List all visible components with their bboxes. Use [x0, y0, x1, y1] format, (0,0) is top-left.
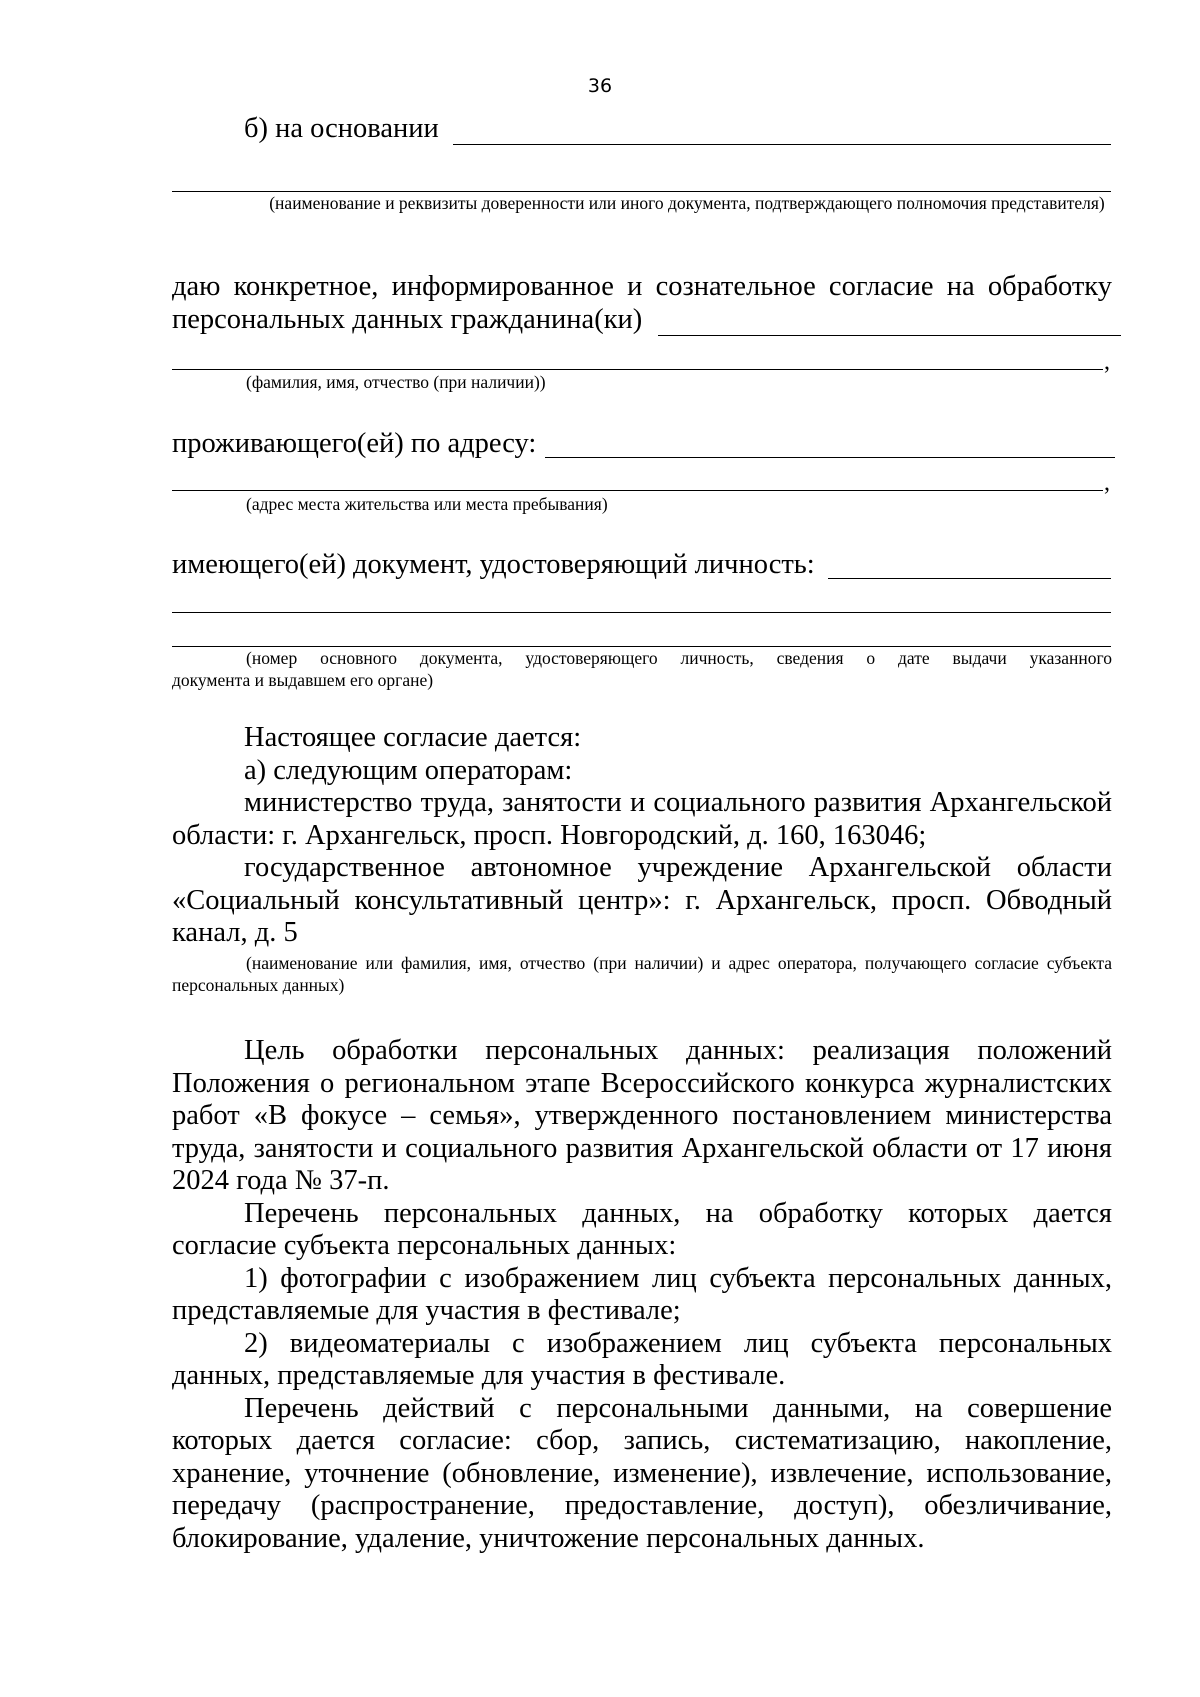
basis-label: б) на основании [244, 113, 439, 144]
document-caption-2: документа и выдавшем его органе) [172, 670, 434, 690]
operators-intro: Настоящее согласие дается: [244, 722, 582, 753]
operators-caption: (наименование или фамилия, имя, отчество (при наличии) и адрес оператора, получающего согласие субъекта персональных данных) [172, 953, 1112, 995]
document-label: имеющего(ей) документ, удостоверяющий личность: [172, 549, 815, 580]
address-comma: , [1104, 470, 1110, 496]
operator-1: министерство труда, занятости и социального развития Архангельской области: г. Архангельск, просп. Новгородский, д. 160, 163046; [172, 787, 1112, 851]
citizen-name-line[interactable] [658, 335, 1121, 336]
list-item-1: 1) фотографии с изображением лиц субъекта персональных данных, представляемые для участия в фестивале; [172, 1262, 1112, 1326]
citizen-name-line-2[interactable] [172, 369, 1103, 370]
address-line-2[interactable] [172, 490, 1103, 491]
document-line-2[interactable] [172, 612, 1111, 613]
address-caption: (адрес места жительства или места пребывания) [246, 494, 608, 514]
basis-fill-line[interactable] [453, 144, 1111, 145]
operator-2: государственное автономное учреждение Архангельской области «Социальный консультативный центр»: г. Архангельск, просп. Обводный канал, д. 5 [172, 852, 1112, 948]
document-line[interactable] [828, 578, 1111, 579]
citizen-caption: (фамилия, имя, отчество (при наличии)) [246, 372, 546, 392]
basis-caption: (наименование и реквизиты доверенности или иного документа, подтверждающего полномочия представителя) [269, 193, 1105, 213]
citizen-comma: , [1104, 349, 1110, 375]
purpose-paragraph: Цель обработки персональных данных: реализация положений Положения о региональном этапе Всероссийского конкурса журналистских работ «В фокусе – семья», утвержденного постановлением министерства труда, занятости и социального развития Архангельской области от 17 июня 2024 года № 37-п. [172, 1035, 1112, 1196]
list-intro-paragraph: Перечень персональных данных, на обработку которых дается согласие субъекта персональных данных: [172, 1197, 1112, 1261]
page-number: 36 [587, 75, 613, 97]
actions-paragraph: Перечень действий с персональными данными, на совершение которых дается согласие: сбор, запись, систематизацию, накопление, хранение, уточнение (обновление, изменение), извлечение, использование, передачу (распространение, предоставление, доступ), обезличивание, блокирование, удаление, уничтожение персональных данных. [172, 1392, 1112, 1554]
document-caption-1: (номер основного документа, удостоверяющего личность, сведения о дате выдачи указанного [246, 648, 1112, 668]
list-item-2: 2) видеоматериалы с изображением лиц субъекта персональных данных, представляемые для участия в фестивале. [172, 1327, 1112, 1391]
main-body [172, 1035, 1112, 1555]
address-line[interactable] [545, 457, 1115, 458]
consent-line-1: даю конкретное, информированное и сознательное согласие на обработку [172, 271, 1112, 302]
consent-line-2: персональных данных гражданина(ки) [172, 304, 643, 335]
address-label: проживающего(ей) по адресу: [172, 428, 537, 459]
operators-sub: а) следующим операторам: [244, 754, 573, 786]
operators-block [172, 722, 1112, 950]
